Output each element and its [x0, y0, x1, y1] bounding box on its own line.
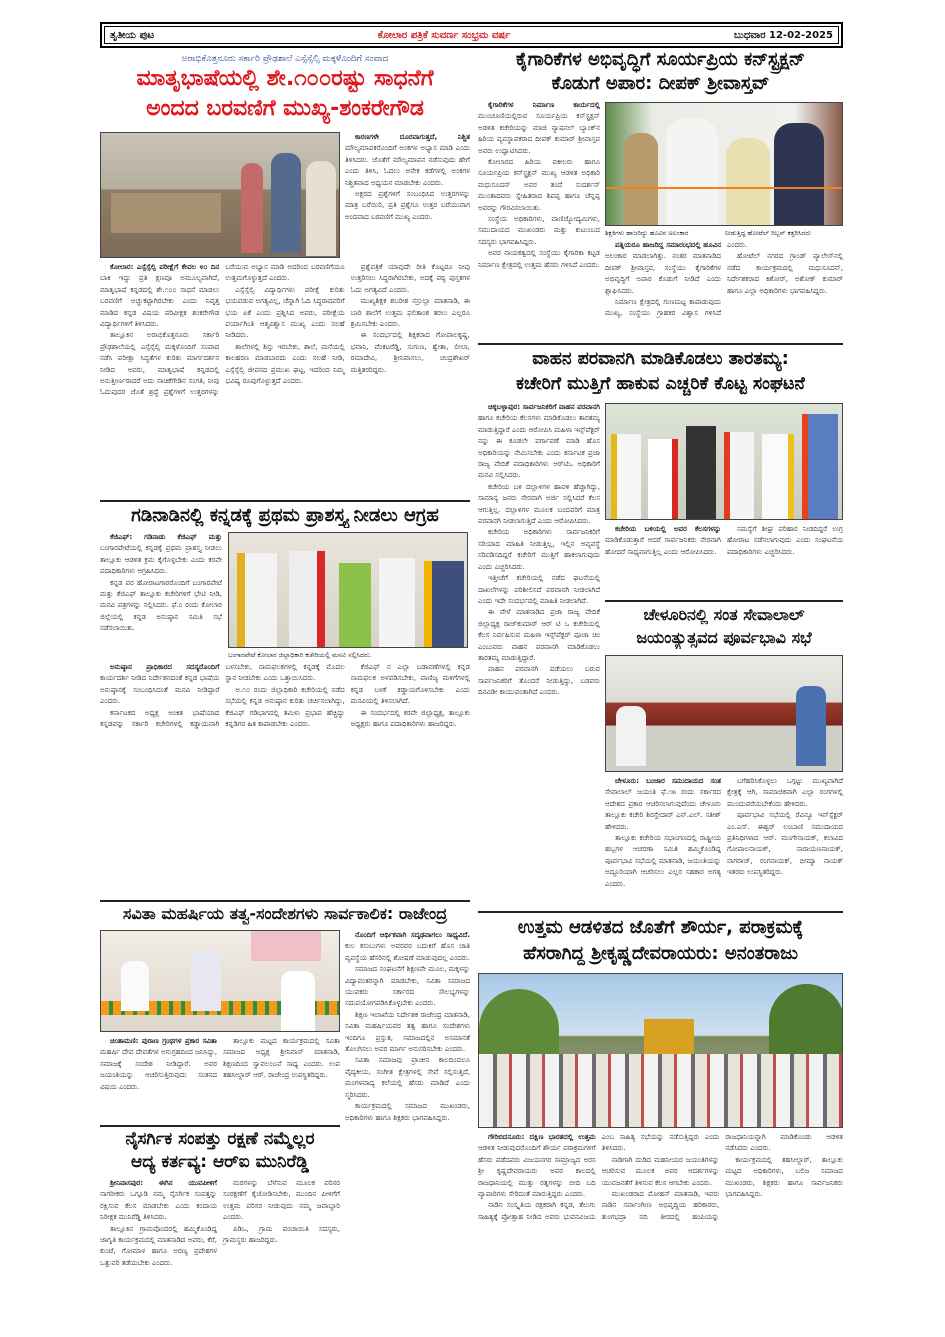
paragraph: ಕಾರ್ಯಕ್ರಮದಲ್ಲಿ ತಹಸೀಲ್ದಾರ್, ತಾಲ್ಲೂಕು ಮಟ್ಟದ ಅಧಿಕಾರಿಗಳು, ಬಲಿಜ ಸಮಾಜದ ಮುಖಂಡರು, ಶಿಕ್ಷಕರು ಹಾಗೂ ಸಾರ್ವಜನಿಕರು ಭಾಗವಹಿಸಿದ್ದರು.: [725, 1155, 843, 1199]
paragraph: ತಾಲ್ಲೂಕು ಕಚೇರಿಯ ಸಭಾಂಗಣದಲ್ಲಿ ರಾಷ್ಟ್ರೀಯ ಹಬ್ಬಗಳ ಆಚರಣಾ ಸಮಿತಿ ಹಮ್ಮಿಕೊಂಡಿದ್ದ ಪೂರ್ವಭಾವಿ ಸಭೆಯಲ್ಲಿ ಮಾತನಾಡಿ, ಜಯಂತಿಯನ್ನು ಅದ್ದೂರಿಯಾಗಿ ಆಚರಿಸಲು ಎಲ್ಲರ ಸಹಕಾರ ಅಗತ್ಯ ಎಂದರು.: [605, 834, 721, 888]
article-body: [100, 662, 470, 898]
article-body: [100, 532, 222, 650]
article-body: [478, 1132, 843, 1322]
memorandum-photo: [228, 532, 468, 648]
article-kicker: ಅರಾಭಿಕೊತ್ತನೂರು ಸರ್ಕಾರಿ ಪ್ರೌಢಶಾಲೆ ಎಸ್ಸೆಸ್ಸೆಲ್ಸಿ ಮಕ್ಕಳೊಂದಿಗೆ ಸಂವಾದ: [181, 54, 389, 64]
article-headline: [605, 603, 843, 649]
divider: [100, 500, 470, 502]
headline-line: ಮಾತೃಭಾಷೆಯಲ್ಲಿ ಶೇ.೧೦೦ರಷ್ಟು ಸಾಧನೆಗೆ: [136, 66, 434, 91]
paragraph: ವಾಹನ ಪರವಾನಗಿ ಪಡೆಯಲು ಬರುವ ಸಾರ್ವಜನಿಕರಿಗೆ ತೊಂದರೆ ನೀಡುತ್ತಿದ್ದು, ಬಡವರು ದಿನವಿಡೀ ಕಾಯುವಂತಾಗಿದೆ ಎಂದರು.: [478, 665, 600, 697]
article-headline: ಗಡಿನಾಡಿನಲ್ಲಿ ಕನ್ನಡಕ್ಕೆ ಪ್ರಥಮ ಪ್ರಾಶಸ್ತ್ಯ ನೀಡಲು ಆಗ್ರಹ: [131, 505, 439, 526]
paragraph: ಶಿಕ್ಷಣ ಇಲಾಖೆಯ ನಿರ್ದೇಶಕ ರಾಜೇಂದ್ರ ಮಾತನಾಡಿ, ಸವಿತಾ ಮಹರ್ಷಿಯವರ ತತ್ವ ಹಾಗೂ ಸಂದೇಶಗಳು ಇಂದಿಗೂ ಪ್ರಸ್ತುತ, ಸಮಾಜದಲ್ಲಿನ ಅಸಮಾನತೆ ತೊಲಗಿಸಲು ಅವರ ಮಾರ್ಗ ಅನುಸರಿಸಬೇಕು ಎಂದರು.: [345, 1010, 470, 1054]
krishnadevaraya-jayanti-photo: [478, 973, 843, 1128]
paragraph: ಮುಖ್ಯಶಿಕ್ಷಕ ಶಬರೀಶ ನಸ್ರುಲ್ಲಾ ಮಾತನಾಡಿ, ಈ ಬಾರಿ ಶಾಲೆಗೆ ಉತ್ತಮ ಫಲಿತಾಂಶ ತರಲು ಎಲ್ಲರೂ ಶ್ರಮಿಸಬೇಕು ಎಂದರು.: [350, 297, 470, 329]
article-headline: ಸವಿತಾ ಮಹರ್ಷಿಯ ತತ್ವ-ಸಂದೇಶಗಳು ಸಾರ್ವಕಾಲಿಕ: ರಾಜೇಂದ್ರ: [122, 904, 448, 923]
paragraph: ಪ್ರಶ್ನೆಪತ್ರಿಕೆ ಯಾವುದೇ ರೀತಿ ಕೊಟ್ಟರೂ ನೀವು ಉತ್ತರಿಸಲು ಸಿದ್ಧರಾಗಿರಬೇಕು, ಅದಕ್ಕೆ ಪಠ್ಯ ಪುಸ್ತಕಗಳ ಓದು ಅಗತ್ಯವಿದೆ ಎಂದರು.: [350, 263, 470, 294]
inauguration-photo: [605, 102, 843, 226]
photo-caption: ನೀಡುತ್ತಿದ್ದ ಹೋಟೆಲ್ ರಿಬ್ಬನ್ ಕತ್ತರಿಸಿದರು: [725, 229, 812, 237]
headline-line: ಕಚೇರಿಗೆ ಮುತ್ತಿಗೆ ಹಾಕುವ ಎಚ್ಚರಿಕೆ ಕೊಟ್ಟ ಸಂಘಟನೆ: [516, 374, 805, 394]
paragraph: ಕೆಜಿಎಫ್: ಗಡಿನಾಡು ಕೆಜಿಎಫ್ ಮತ್ತು ಬಂಗಾರಪೇಟೆಯಲ್ಲಿ ಕನ್ನಡಕ್ಕೆ ಪ್ರಥಮ ಪ್ರಾಶಸ್ತ್ಯ ನೀಡಲು ತಾಲ್ಲೂಕು ಆಡಳಿತ ಕ್ರಮ ಕೈಗೊಳ್ಳಬೇಕು ಎಂದು ಕರವೇ ಪದಾಧಿಕಾರಿಗಳು ಆಗ್ರಹಿಸಿದರು.: [100, 533, 222, 576]
headline-line: ಉತ್ತಮ ಆಡಳಿತದ ಜೊತೆಗೆ ಶೌರ್ಯ, ಪರಾಕ್ರಮಕ್ಕೆ: [517, 917, 804, 938]
paragraph: ಚಿಂತಾಮಣಿ: ಪುರಾಣ ಗ್ರಂಥಗಳ ಪ್ರಕಾರ ಸವಿತಾ ಮಹರ್ಷಿ ದೇವ ದೇವತೆಗಳ ಅನುಗ್ರಹದಿಂದ ಜನಿಸಿದ್ದು, ಸಮಾಜಕ್ಕೆ ಸಂದೇಶ ನೀಡಿದ್ದಾರೆ. ಅವರ ಜಯಂತಿಯನ್ನು ಆಚರಿಸುತ್ತಿರುವುದು ಸಂತಸದ ವಿಷಯ ಎಂದರು.: [100, 1037, 217, 1091]
paragraph: ಪಿಡಿಒ, ಗ್ರಾಮ ಪಂಚಾಯಿತಿ ಸದಸ್ಯರು, ಗ್ರಾಮಸ್ಥರು ಹಾಜರಿದ್ದರು.: [223, 1224, 340, 1245]
headline-line: ವಾಹನ ಪರವಾನಗಿ ಮಾಡಿಕೊಡಲು ತಾರತಮ್ಯ:: [532, 349, 789, 369]
article-body: [100, 1036, 340, 1122]
paragraph: ಕಾರ್ಯಕ್ರಮದಲ್ಲಿ ಸಮಾಜದ ಮುಖಂಡರು, ಅಧಿಕಾರಿಗಳು ಹಾಗೂ ಶಿಕ್ಷಕರು ಭಾಗವಹಿಸಿದ್ದರು.: [345, 1102, 470, 1122]
paragraph: ಕಚೇರಿಯ ಬಳಿಯಲ್ಲಿ ಅವರ ಕೆಲಸಗಳನ್ನು ಮಾಡಿಕೊಡುತ್ತಾರೆ ಆದರೆ ಸಾರ್ವಜನಿಕರು ನೇರವಾಗಿ ಹೋದರೆ ಸಾಧ್ಯವಾಗುತ್ತಿಲ್ಲ ಎಂದು ಆರೋಪಿಸಿದರು.: [605, 525, 721, 556]
headline-line: ಅಂದದ ಬರವಣಿಗೆ ಮುಖ್ಯ-ಶಂಕರೇಗೌಡ: [146, 96, 424, 121]
paragraph: ಅನುಷ್ಠಾನ ಪ್ರಾಧಿಕಾರದ ಸದಸ್ಯರೊಂದಿಗೆ ಕಾರ್ಯದರ್ಶಿ ನೀಡಿದ ನಿರ್ದೇಶನದಂತೆ ಕನ್ನಡ ಭಾಷೆಯ ಅನುಷ್ಠಾನಕ್ಕೆ ಸಂಬಂಧಿಸಿದಂತೆ ಮನವಿ ನೀಡಿದ್ದಾರೆ ಎಂದರು.: [100, 663, 220, 706]
paragraph: ಸವಿತಾ ಸಮಾಜವು ಪ್ರಾಚೀನ ಕಾಲದಿಂದಲೂ ವೈದ್ಯಕೀಯ, ಸಂಗೀತ ಕ್ಷೇತ್ರಗಳಲ್ಲಿ ಸೇವೆ ಸಲ್ಲಿಸುತ್ತಿದೆ, ಮಂಗಳವಾದ್ಯ ಕಲೆಯಲ್ಲಿ ಹೆಸರು ಮಾಡಿದೆ ಎಂದು ಸ್ಮರಿಸಿದರು.: [345, 1056, 470, 1099]
headline-line: ಚೇಳೂರಿನಲ್ಲಿ ಸಂತ ಸೇವಾಲಾಲ್: [643, 605, 805, 624]
paragraph: ಪತ್ನಿಯರೂ ಹಾಜರಿದ್ದ ಸಮಾರಂಭದಲ್ಲಿ ಹೂವಿನ ಅಲಂಕಾರ ಮಾಡಲಾಗಿತ್ತು. ನಂತರ ಮಾತನಾಡಿದ ದೀಪಕ್ ಶ್ರೀವಾಸ್ತವ, ಸಂಸ್ಥೆಯು ಕೈಗಾರಿಕೆಗಳ ಅಭಿವೃದ್ಧಿಗೆ ಅಪಾರ ಕೊಡುಗೆ ನೀಡಿದೆ ಎಂದು ಶ್ಲಾಘಿಸಿದರು.: [605, 241, 721, 295]
article-body: [345, 132, 470, 260]
paragraph: ನೊಂದಿಗೆ ಆರ್ಥಿಕವಾಗಿ ಸದೃಢವಾಗಲು ಸಾಧ್ಯವಿದೆ. ಕುಲ ಕಸುಬುಗಳು ಅವರವರ ಬದುಕಿಗೆ ಹೊಸ ಜಾತಿ ವ್ಯವಸ್ಥೆಯ ಹೆಸರಿನಲ್ಲಿ ಶೋಷಣೆ ಮಾಡುವುದಲ್ಲ ಎಂದರು.: [345, 931, 470, 962]
paragraph: ಮುಖಂಡರಾದ ಮೋಹನ್ ಮಾತನಾಡಿ, ಇವರು ನಾಡಿನ ಸರ್ವಾಂಗೀಣ ಅಭಿವೃದ್ಧಿಯ ಹರಿಕಾರರು, ತುಂಗಭದ್ರಾ ನದಿ ತೀರದಲ್ಲಿ ಹಂಪಿಯನ್ನು ರಾಜಧಾನಿಯನ್ನಾಗಿ ಮಾಡಿಕೊಂಡು ಆಡಳಿತ ನಡೆಸಿದರು ಎಂದರು.: [601, 1133, 843, 1221]
article-body: [100, 1178, 340, 1322]
paragraph: ಸಮಾಜದ ಸಂಘಟನೆಗೆ ಶಿಕ್ಷಣವೇ ಮೂಲ, ಮಕ್ಕಳನ್ನು ವಿದ್ಯಾವಂತರನ್ನಾಗಿ ಮಾಡಬೇಕು, ಸವಿತಾ ಸಮಾಜದ ಯುವಕರು ಸರ್ಕಾರದ ಸೌಲಭ್ಯಗಳನ್ನು ಸದುಪಯೋಗಪಡಿಸಿಕೊಳ್ಳಬೇಕು ಎಂದರು.: [345, 965, 470, 1008]
paragraph: ಸಂಸ್ಥೆಯ ಅಧಿಕಾರಿಗಳು, ವಾಣಿಜ್ಯೋದ್ಯಮಿಗಳು, ಸಮುದಾಯದ ಮುಖಂಡರು ಮತ್ತು ಕುಟುಂಬದ ಸದಸ್ಯರು ಭಾಗವಹಿಸಿದ್ದರು.: [478, 215, 600, 246]
paragraph: ಕನ್ನಡ ಪರ ಹೋರಾಟಗಾರರೊಂದಿಗೆ ಬಂಗಾರಪೇಟೆ ಮತ್ತು ಕೆಜಿಎಫ್ ತಾಲ್ಲೂಕು ಕಚೇರಿಗಳಿಗೆ ಭೇಟಿ ನೀಡಿ, ಮನವಿ ಪತ್ರಗಳನ್ನು ಸಲ್ಲಿಸಿದರು. ಫೆ.೦ ರಂದು ಕೋಲಾರ ಜಿಲ್ಲೆಯಲ್ಲಿ ಕನ್ನಡ ಅನುಷ್ಠಾನ ಸಮಿತಿ ಸಭೆ ನಡೆಸಲಾಯಿತು.: [100, 578, 222, 633]
paragraph: ತಾಲ್ಲೂಕು ಮಟ್ಟದ ಕಾರ್ಯಕ್ರಮದಲ್ಲಿ ಸವಿತಾ ಸಮಾಜದ ಅಧ್ಯಕ್ಷ ಶ್ರೀನಿವಾಸ್ ಮಾತನಾಡಿ, ಶಿಕ್ಷಣದಿಂದ ಸ್ವಾವಲಂಬನೆ ಸಾಧ್ಯ ಎಂದರು. ಉಪ ತಹಸೀಲ್ದಾರ್ ಆರ್. ರಾಜೇಂದ್ರ ಉಪಸ್ಥಿತರಿದ್ದರು.: [223, 1037, 340, 1080]
article-body: [605, 240, 843, 340]
paragraph: ಈ ವೇಳೆ ಮಾತನಾಡಿದ ಪ್ರಜಾ ರಾಜ್ಯ ವೇದಿಕೆ ಜಿಲ್ಲಾಧ್ಯಕ್ಷ ರಾಜ್‌ಕುಮಾರ್ ಆರ್ ಟಿ ಒ ಕಚೇರಿಯಲ್ಲಿ ಕೆಲಸ ನಿರ್ವಹಿಸುವ ಮಹಿಳಾ ಇನ್ಸ್‌ಪೆಕ್ಟರ್ ಪೂಜಾ ಚಿಂ ಎಂಬುವರು ವಾಹನ ಪರವಾನಗಿ ಮಾಡಿಕೊಡಲು ತಾರತಮ್ಯ ಮಾಡುತ್ತಿದ್ದಾರೆ.: [478, 608, 600, 662]
divider: [478, 911, 843, 913]
page-header: [100, 22, 843, 48]
headline-line: ಕೈಗಾರಿಕೆಗಳ ಅಭಿವೃದ್ಧಿಗೆ ಸೂರ್ಯಪ್ರಿಯ ಕನ್‌ಸ್ಟ್ರಕ್ಷನ್: [515, 49, 806, 70]
paragraph: ಕೆಜಿಎಫ್ ನ ಎಲ್ಲಾ ಬಡಾವಣೆಗಳಲ್ಲಿ ಕನ್ನಡ ನಾಮಫಲಕ ಅಳವಡಿಸಬೇಕು, ವಾಣಿಜ್ಯ ಮಳಿಗೆಗಳಲ್ಲಿ ಕನ್ನಡ ಬಳಕೆ ಕಡ್ಡಾಯಗೊಳಿಸಬೇಕು ಎಂದು ಮನವಿಯಲ್ಲಿ ತಿಳಿಸಲಾಗಿದೆ.: [350, 663, 470, 706]
divider: [100, 900, 470, 902]
page-date: ಬುಧವಾರ 12-02-2025: [733, 29, 833, 41]
photo-caption: ಶಿಕ್ಷಕಿಗಳು ಹಾಜರಿದ್ದು ಹೂವಿನ ಅಲಂಕಾರ: [605, 229, 689, 237]
paragraph: ಕಚೇರಿಯ ಅಧಿಕಾರಿಗಳು ಸಾರ್ವಜನಿಕರಿಗೆ ಸರಿಯಾದ ಮಾಹಿತಿ ನೀಡುತ್ತಿಲ್ಲ, ಇಲ್ಲಿನ ಅವ್ಯವಸ್ಥೆ ಸರಿಪಡಿಸದಿದ್ದರೆ ಕಚೇರಿಗೆ ಮುತ್ತಿಗೆ ಹಾಕಲಾಗುವುದು ಎಂದು ಎಚ್ಚರಿಸಿದರು.: [478, 528, 600, 571]
paragraph: ಎಸ್ಸೆಸ್ಸೆಲ್ಸಿ ವಿದ್ಯಾರ್ಥಿಗಳು ಪರೀಕ್ಷೆ ಕುರಿತು ಭಯಪಡುವ ಅಗತ್ಯವಿಲ್ಲ, ಚೆನ್ನಾಗಿ ಓದಿ ಸಿದ್ಧರಾದವರಿಗೆ ಭಯ ಏಕೆ ಎಂದು ಪ್ರಶ್ನಿಸಿದ ಅವರು, ಪರೀಕ್ಷೆಯ ಪರ್ಯಾಗಿಂತಿ ಆತ್ಮವಿಶ್ವಾಸ ಮುಖ್ಯ ಎಂದು ಸಲಹೆ ನೀಡಿದರು.: [225, 285, 345, 340]
paragraph: ಅ.೧೦ ರಂದು ಜಿಲ್ಲಾಧಿಕಾರಿ ಕಚೇರಿಯಲ್ಲಿ ನಡೆದ ಸಭೆಯಲ್ಲಿ ಕನ್ನಡ ಅನುಷ್ಠಾನ ಕುರಿತು ಚರ್ಚಿಸಲಾಗಿದ್ದು, ಕೆಜಿಎಫ್ ಗಡಿಭಾಗದಲ್ಲಿ ತಮಿಳು ಪ್ರಭಾವ ಹೆಚ್ಚಿದ್ದು ಕನ್ನಡಿಗರ ಹಿತ ಕಾಪಾಡಬೇಕು ಎಂದರು.: [225, 685, 345, 729]
paragraph: ಕಚೇರಿಯ ಬಳಿ ದಲ್ಲಾಳಿಗಳ ಹಾವಳಿ ಹೆಚ್ಚಾಗಿದ್ದು, ಸಾಮಾನ್ಯ ಜನರು ನೇರವಾಗಿ ಅರ್ಜಿ ಸಲ್ಲಿಸಿದರೆ ಕೆಲಸ ಆಗುತ್ತಿಲ್ಲ. ದಲ್ಲಾಳಿಗಳ ಮೂಲಕ ಬಂದವರಿಗೆ ಮಾತ್ರ ಪರವಾನಗಿ ನೀಡಲಾಗುತ್ತಿದೆ ಎಂದು ಆರೋಪಿಸಿದರು.: [478, 482, 600, 526]
paragraph: ನಾಡಿನ ಸಂಸ್ಕೃತಿಯ ರಕ್ಷಕರಾಗಿ ಕನ್ನಡ, ತೆಲುಗು ಸಾಹಿತ್ಯಕ್ಕೆ ಪ್ರೋತ್ಸಾಹ ನೀಡಿದ ಅವರು ಭುವನವಿಜಯ ಎಂಬ ಸಾಹಿತ್ಯ ಸಭೆಯನ್ನು ನಡೆಸುತ್ತಿದ್ದರು ಎಂದು ತಿಳಿಸಿದರು.: [478, 1133, 720, 1221]
article-headline: [478, 48, 843, 96]
divider: [478, 343, 843, 345]
page-number: ತೃತೀಯ ಪುಟ: [110, 29, 155, 41]
paragraph: ಬಗೆಹರಿಸಿಕೊಳ್ಳಲು ಒಗ್ಗಟ್ಟು ಮುಖ್ಯವಾಗಿದೆ ಕ್ಷೇತ್ರಕ್ಕೆ ಆಗಿ, ಸಾಮಾಜಿಕವಾಗಿ ಎಲ್ಲಾ ರಂಗಗಳಲ್ಲಿ ಮುಂದುವರೆಯಬೇಕೆಂದು ಹೇಳಿದರು.: [727, 777, 843, 808]
paragraph: ಈ ಸಂದರ್ಭದಲ್ಲಿ ಶಿಕ್ಷಕರಾದ ಗೋಪಾಲಕೃಷ್ಣ, ಭವಾನಿ, ವೆಂಕಟರೆಡ್ಡಿ, ಸುಗುಣ, ಶ್ವೇತಾ, ಲೀಲಾ, ರಮಾದೇವಿ, ಶ್ರೀನಿವಾಸಲು, ಚಂದ್ರಶೇಖರ್ ಮತ್ತಿತರರಿದ್ದರು.: [350, 331, 470, 374]
article-headline: [478, 347, 843, 397]
paragraph: ಚಿಕ್ಕಬಳ್ಳಾಪುರ: ಸಾರ್ವಜನಿಕರಿಗೆ ವಾಹನ ಪರವಾನಗಿ ಹಾಗೂ ಕಚೇರಿಯ ಕೆಲಸಗಳು ಮಾಡಿಕೊಡಲು ತಾರತಮ್ಯ ಮಾಡುತ್ತಿದ್ದಾರೆ ಎಂದು ಆರೋಪಿಸಿ ಮಹಿಳಾ ಇನ್ಸ್‌ಪೆಕ್ಟರ್ ನನ್ನು ಈ ಕೂಡಲೇ ವರ್ಗಾವಣೆ ಮಾಡಿ ಹೊಸ ಅಧಿಕಾರಿಯನ್ನು ನೇಮಿಸಬೇಕು ಎಂದು ಕರ್ನಾಟಕ ಪ್ರಜಾ ರಾಜ್ಯ ವೇದಿಕೆ ಪದಾಧಿಕಾರಿಗಳು ಆರ್‌ಟಿಒ ಅಧಿಕಾರಿಗೆ ಮನವಿ ಸಲ್ಲಿಸಿದರು.: [478, 403, 600, 480]
headline-line: ನೈಸರ್ಗಿಕ ಸಂಪತ್ತು ರಕ್ಷಣೆ ನಮ್ಮೆಲ್ಲರ: [125, 1129, 315, 1149]
paragraph: ತಾಲ್ಲೂಕಿನ ಅರಾಭಿಕೊತ್ತನೂರು ಸರ್ಕಾರಿ ಪ್ರೌಢಶಾಲೆಯಲ್ಲಿ ಎಸ್ಸೆಸ್ಸೆಲ್ಸಿ ಮಕ್ಕಳೊಂದಿಗೆ ಸಂವಾದ ನಡೆಸಿ ಪರೀಕ್ಷಾ ಸಿದ್ಧತೆಗಳ ಕುರಿತು ಮಾರ್ಗದರ್ಶನ ನೀಡಿದ ಅವರು, ಮಾತೃಭಾಷೆ ಕನ್ನಡದಲ್ಲಿ ಅನುತ್ತೀರ್ಣರಾದರೆ ಅದು ನಾಚಿಕೆಗೇಡಿನ ಸಂಗತಿ, ನೀವು ಓದುವುದರ ಜೊತೆ ಶ್ರದ್ಧೆ ಪ್ರಶ್ನೆಗಳಿಗೆ ಉತ್ತರಗಳನ್ನು ಬರೆಯುವ ಅಭ್ಯಾಸ ಮಾಡಿ ಅದರಿಂದ ಬರವಣಿಗೆಯೂ ಉತ್ತಮಗೊಳ್ಳುತ್ತದೆ ಎಂದರು.: [100, 263, 345, 397]
paragraph: ತಾಲ್ಲೂಕಿನ ಗ್ರಾಮವೊಂದರಲ್ಲಿ ಹಮ್ಮಿಕೊಂಡಿದ್ದ ಜಾಗೃತಿ ಕಾರ್ಯಕ್ರಮದಲ್ಲಿ ಮಾತನಾಡಿದ ಅವರು, ಕೆರೆ, ಕುಂಟೆ, ಗೋಮಾಳ ಹಾಗೂ ಅರಣ್ಯ ಪ್ರದೇಶಗಳ ಒತ್ತುವರಿ ತಡೆಯಬೇಕು ಎಂದರು.: [100, 1224, 217, 1267]
masthead-tagline: ಕೋಲಾರ ಪತ್ರಿಕೆ ಸುವರ್ಣ ಸಂಭ್ರಮ ವರ್ಷ: [377, 29, 511, 41]
article-body: [478, 402, 600, 907]
paragraph: ಹೋಟೆಲ್ ನಗರದ ಗ್ರಾಂಡ್ ಪ್ಯಾಲೇಸ್‌ನಲ್ಲಿ ನಡೆದ ಕಾರ್ಯಕ್ರಮದಲ್ಲಿ ಮಧುಸೂದನ್, ನಿರ್ದೇಶಕರಾದ ಕಿಶೋರ್, ಅಶೋಕ್ ಕುಮಾರ್ ಹಾಗೂ ಎಲ್ಲಾ ಅಧಿಕಾರಿಗಳು ಭಾಗವಹಿಸಿದ್ದರು.: [727, 252, 843, 295]
paragraph: ಚೇಳೂರು: ಬಂಜಾರ ಸಮುದಾಯದ ಸಂತ ಸೇವಾಲಾಲ್ ಜಯಂತಿ ಫೆ.೧೫ ರಂದು ಸರ್ಕಾರದ ಆದೇಶದ ಪ್ರಕಾರ ಆಚರಿಸಲಾಗುವುದೆಂದು ಚೇಳೂರು ತಾಲ್ಲೂಕು ಕಚೇರಿ ಶಿರಸ್ತೇದಾರ್ ಎನ್.ಎಲ್. ಸತೀಶ್ ಹೇಳಿದರು.: [605, 777, 721, 831]
article-headline: [100, 1128, 340, 1174]
paragraph: ಮರಗಳನ್ನು ಬೆಳೆಸುವ ಮೂಲಕ ಪರಿಸರ ಸಂರಕ್ಷಣೆಗೆ ಕೈಜೋಡಿಸಬೇಕು, ಮುಂದಿನ ಪೀಳಿಗೆಗೆ ಉತ್ತಮ ಪರಿಸರ ನೀಡುವುದು ನಮ್ಮ ಜವಾಬ್ದಾರಿ ಎಂದರು.: [223, 1179, 340, 1222]
photo-caption: ಬಂಗಾರಪೇಟೆ ಕೋಲಾರ ಜಿಲ್ಲಾಧಿಕಾರಿ ಕಚೇರಿಯಲ್ಲಿ ಮನವಿ ಸಲ್ಲಿಸಿದರು.: [228, 651, 372, 659]
article-body: [605, 524, 843, 598]
paragraph: ಸಮಸ್ಯೆಗೆ ಶೀಘ್ರ ಪರಿಹಾರ ನೀಡದಿದ್ದರೆ ಉಗ್ರ ಹೋರಾಟ ನಡೆಸಲಾಗುವುದು ಎಂದು ಸಂಘಟನೆಯ ಪದಾಧಿಕಾರಿಗಳು ಎಚ್ಚರಿಸಿದರು.: [727, 525, 843, 556]
paragraph: ಶ್ರೀನಿವಾಸಪುರ: ಈಗಿನ ಯುವಪೀಳಿಗೆ ನಾಗರೀಕರು ಒಗ್ಗೂಡಿ ನಮ್ಮ ನೈಸರ್ಗಿಕ ಸಂಪತ್ತನ್ನು ರಕ್ಷಿಸುವ ಕೆಲಸ ಮಾಡಬೇಕು ಎಂದು ಕಂದಾಯ ನಿರೀಕ್ಷಕ ಮುನಿರೆಡ್ಡಿ ತಿಳಿಸಿದರು.: [100, 1179, 217, 1222]
article-body: [478, 100, 600, 340]
paragraph: ಕರ್ನಾಟಕದ ಅಧ್ಯಕ್ಷ ಅಂಕಿತ ಭಾಷೆಯಾದ ಕನ್ನಡವನ್ನು ಸರ್ಕಾರಿ ಕಚೇರಿಗಳಲ್ಲಿ ಕಡ್ಡಾಯವಾಗಿ ಬಳಸಬೇಕು, ನಾಮಫಲಕಗಳಲ್ಲಿ ಕನ್ನಡಕ್ಕೆ ಮೊದಲ ಸ್ಥಾನ ನೀಡಬೇಕು ಎಂದು ಒತ್ತಾಯಿಸಿದರು.: [100, 663, 345, 729]
classroom-photo: [100, 132, 340, 258]
paragraph: ಅವರ ನಾಯಕತ್ವದಲ್ಲಿ ಸಂಸ್ಥೆಯು ಕೈಗಾರಿಕಾ ಕಟ್ಟಡ ನಿರ್ಮಾಣ ಕ್ಷೇತ್ರದಲ್ಲಿ ಉತ್ತಮ ಹೆಸರು ಗಳಿಸಿದೆ ಎಂದರು.: [478, 249, 600, 269]
article-body: [605, 776, 843, 908]
paragraph: ನಿರ್ಮಾಣ ಕ್ಷೇತ್ರದಲ್ಲಿ ಗುಣಮಟ್ಟ ಕಾಪಾಡುವುದು ಮುಖ್ಯ, ಸಂಸ್ಥೆಯು ಗ್ರಾಹಕರ ವಿಶ್ವಾಸ ಗಳಿಸಿದೆ ಎಂದರು.: [605, 241, 748, 318]
paragraph: ಶಾಲೆಗಳಲ್ಲಿ ಶಿಸ್ತು ಇರಬೇಕು, ಶಾಲೆ, ಮನೆಯಲ್ಲಿ ಕಾಲಹರಣ ಮಾಡಬಾರದು ಎಂದು ಸಲಹೆ ನೀಡಿ, ಎಸ್ಸೆಸ್ಸೆಲ್ಸಿ ಜೀವನದ ಪ್ರಮುಖ ಘಟ್ಟ, ಇದರಿಂದ ನಿಮ್ಮ ಭವಿಷ್ಯ ರೂಪುಗೊಳ್ಳುತ್ತದೆ ಎಂದರು.: [225, 342, 345, 386]
headline-line: ಜಯಂತ್ಯುತ್ಸವದ ಪೂರ್ವಭಾವಿ ಸಭೆ: [636, 628, 812, 647]
article-headline: [100, 64, 470, 124]
paragraph: ಕೋಲಾರದ ಹಿರಿಯ ವಕೀಲರು ಹಾಗೂ ಸೂರ್ಯಪ್ರಿಯ ಕನ್‌ಸ್ಟ್ರಕ್ಷನ್ ಮುಖ್ಯ ಆಡಳಿತ ಅಧಿಕಾರಿ ಮಧುಸೂದನ್ ಅವರ ತಂದೆ ಸುದರ್ಶನ್ ಮುಂತಾದವರು ಸ್ನೇಹಿತರಾದ ಶಿವಪ್ಪ ಹಾಗೂ ಚೆನ್ನಪ್ಪ ಅವರನ್ನು ಗೌರವಿಸಲಾಯಿತು.: [478, 158, 600, 212]
article-body: [345, 930, 470, 1322]
paragraph: ಗೌರಿಬಿದನೂರು: ದಕ್ಷಿಣ ಭಾರತದಲ್ಲಿ ಉತ್ತಮ ಆಡಳಿತ ನೀಡುವುದರೊಂದಿಗೆ ಶೌರ್ಯ ಪರಾಕ್ರಮಗಳಿಗೆ ಹೆಸರು ಪಡೆದವರು ವಿಜಯನಗರ ಸಾಮ್ರಾಜ್ಯದ ಅರಸ ಶ್ರೀ ಕೃಷ್ಣದೇವರಾಯರು ಅವರ ಕಾಲದಲ್ಲಿ ರಾಜಧಾನಿಯಲ್ಲಿ ಮುತ್ತು ರತ್ನಗಳನ್ನು ಬೀದಿ ಬದಿ ವ್ಯಾಪಾರಿಗಳು ಸೇರಿದಂತೆ ಮಾರುತ್ತಿದ್ದರು ಎಂದರು.: [478, 1133, 596, 1199]
protest-memorandum-photo: [605, 403, 843, 520]
paragraph: ಈ ಸಂದರ್ಭದಲ್ಲಿ ಕರವೇ ಜಿಲ್ಲಾಧ್ಯಕ್ಷ, ತಾಲ್ಲೂಕು ಅಧ್ಯಕ್ಷರು ಹಾಗೂ ಪದಾಧಿಕಾರಿಗಳು ಹಾಜರಿದ್ದರು.: [350, 708, 470, 729]
paragraph: ಕಾರಣಗಳೇ ದೂರವಾಗುತ್ತದೆ, ನಿಶ್ಚಿತ ಮೌಲ್ಯಮಾಪಕರೊಂದಿಗೆ ಅಂಕಗಳ ಅಭ್ಯಾಸ ಮಾಡಿ ಎಂದು ತಿಳಿಸಿದರು. ಜೊತೆಗೆ ಮೌಲ್ಯಮಾಪನ ನಡೆಸುವುದು ಹೇಗೆ ಎಂದು ತಿಳಿಸಿ, ಓದಲು ಅನೇಕ ಕಡೆಗಳಲ್ಲಿ ಅಂಕಗಳ ನಿಶ್ಚಿತವಾದ ಅಧ್ಯಯನ ಮಾಡಬೇಕು ಎಂದರು.: [345, 133, 470, 187]
meeting-photo: [605, 655, 843, 772]
headline-line: ಹೆಸರಾಗಿದ್ದ ಶ್ರೀಕೃಷ್ಣದೇವರಾಯರು: ಅನಂತರಾಜು: [523, 943, 798, 964]
article-body: [100, 262, 470, 498]
paragraph: ಕೈಗಾರಿಕೆಗಳ ನಿರ್ಮಾಣ ಕಾರ್ಯದಲ್ಲಿ ಮುಂಚೂಣಿಯಲ್ಲಿರುವ ಸೂರ್ಯಪ್ರಿಯ ಕನ್‌ಸ್ಟ್ರಕ್ಷನ್ ಅಡಳಿತ ಕಚೇರಿಯನ್ನು ಮಾಜಿ ನ್ಯಾಷನಲ್ ಬ್ಯಾಂಕ್‌ನ ಹಿರಿಯ ವ್ಯವಸ್ಥಾಪಕರಾದ ದೀಪಕ್ ಕುಮಾರ್ ಶ್ರೀವಾಸ್ತವ ಅವರು ಉದ್ಘಾಟಿಸಿದರು.: [478, 101, 600, 155]
savita-jayanti-photo: [100, 930, 340, 1032]
article-headline: [478, 915, 843, 967]
paragraph: ಇತ್ತೀಚೆಗೆ ಕಚೇರಿಯಲ್ಲಿ ನಡೆದ ಘಟನೆಯಲ್ಲಿ ದಾಖಲೆಗಳನ್ನು ಪರಿಶೀಲಿಸದೆ ಪರವಾನಗಿ ನೀಡಲಾಗಿದೆ ಎಂದು ಇದೇ ಸಂದರ್ಭದಲ್ಲಿ ಮಾಹಿತಿ ನೀಡಲಾಗಿದೆ.: [478, 574, 600, 605]
paragraph: ಪೂರ್ವಭಾವಿ ಸಭೆಯಲ್ಲಿ ರೆವಿನ್ಯೂ ಇನ್‌ಸ್ಪೆಕ್ಟರ್ ಎಂ.ಎಸ್. ಈಶ್ವರ್ ಲಂಬಾಣಿ ಸಮುದಾಯದ ಪ್ರತಿನಿಧಿಗಳಾದ ಆರ್. ಮಂಗೇನಾಯಕ್, ಕಲಾವಿದ ಗೋಪಾಲನಾಯಕ್, ನಾರಾಯಣನಾಯಕ್, ನಾಗರಾಜ್, ರಂಗನಾಯಕ್, ಭೀಮ್ಯಾ ನಾಯಕ್ ಇತರರು ಉಪಸ್ಥಿತರಿದ್ದರು.: [727, 811, 843, 877]
paragraph: ಅಕ್ಷರದ ಪ್ರಶ್ನೆಗಳಿಗೆ ಸಂಬಂಧಿಸಿದ ಉತ್ತರಗಳನ್ನು ಮಾತ್ರ ಬರೆಯಿರಿ, ಪ್ರತಿ ಪ್ರಶ್ನೆಗೂ ಉತ್ತರ ಬರೆಯುವಾಗ ಅಂದವಾದ ಬರವಣಿಗೆ ಮುಖ್ಯ ಎಂದರು.: [345, 190, 470, 221]
headline-line: ಕೊಡುಗೆ ಅಪಾರ: ದೀಪಕ್ ಶ್ರೀವಾಸ್ತವ್: [551, 73, 770, 94]
divider: [100, 1125, 340, 1127]
paragraph: ಕೋಲಾರ: ಎಸ್ಸೆಸ್ಸೆಲ್ಸಿ ಪರೀಕ್ಷೆಗೆ ಕೇವಲ ೪೦ ದಿನ ಬಾಕಿ ಇದ್ದು ಪ್ರತಿ ಕ್ಷಣವೂ ಅಮೂಲ್ಯವಾಗಿದೆ, ಮಾತೃಭಾಷೆ ಕನ್ನಡದಲ್ಲಿ ಶೇ.೧೦೦ ಸಾಧನೆ ಮಾಡಲು ಬರವಣಿಗೆ ಅಚ್ಚುಕಟ್ಟಾಗಿರಬೇಕು ಎಂದು ನಿವೃತ್ತ ಮಾಡಿದ ಕನ್ನಡ ವಿಷಯ ಪರಿವೀಕ್ಷಕ ಶಂಕರೇಗೌಡ ವಿದ್ಯಾರ್ಥಿಗಳಿಗೆ ತಿಳಿಸಿದರು.: [100, 263, 220, 329]
headline-line: ಆದ್ಯ ಕರ್ತವ್ಯ: ಆರ್‌ಐ ಮುನಿರೆಡ್ಡಿ: [131, 1152, 309, 1172]
divider: [605, 600, 843, 602]
paragraph: ನಾಡಿಗಾಗಿ ದುಡಿದ ಮಹನೀಯರ ಜಯಂತಿಗಳನ್ನು ಆಚರಿಸುವ ಮೂಲಕ ಅವರ ಆದರ್ಶಗಳನ್ನು ಯುವಜನತೆಗೆ ತಿಳಿಸುವ ಕೆಲಸ ಆಗಬೇಕು ಎಂದರು.: [601, 1155, 720, 1187]
